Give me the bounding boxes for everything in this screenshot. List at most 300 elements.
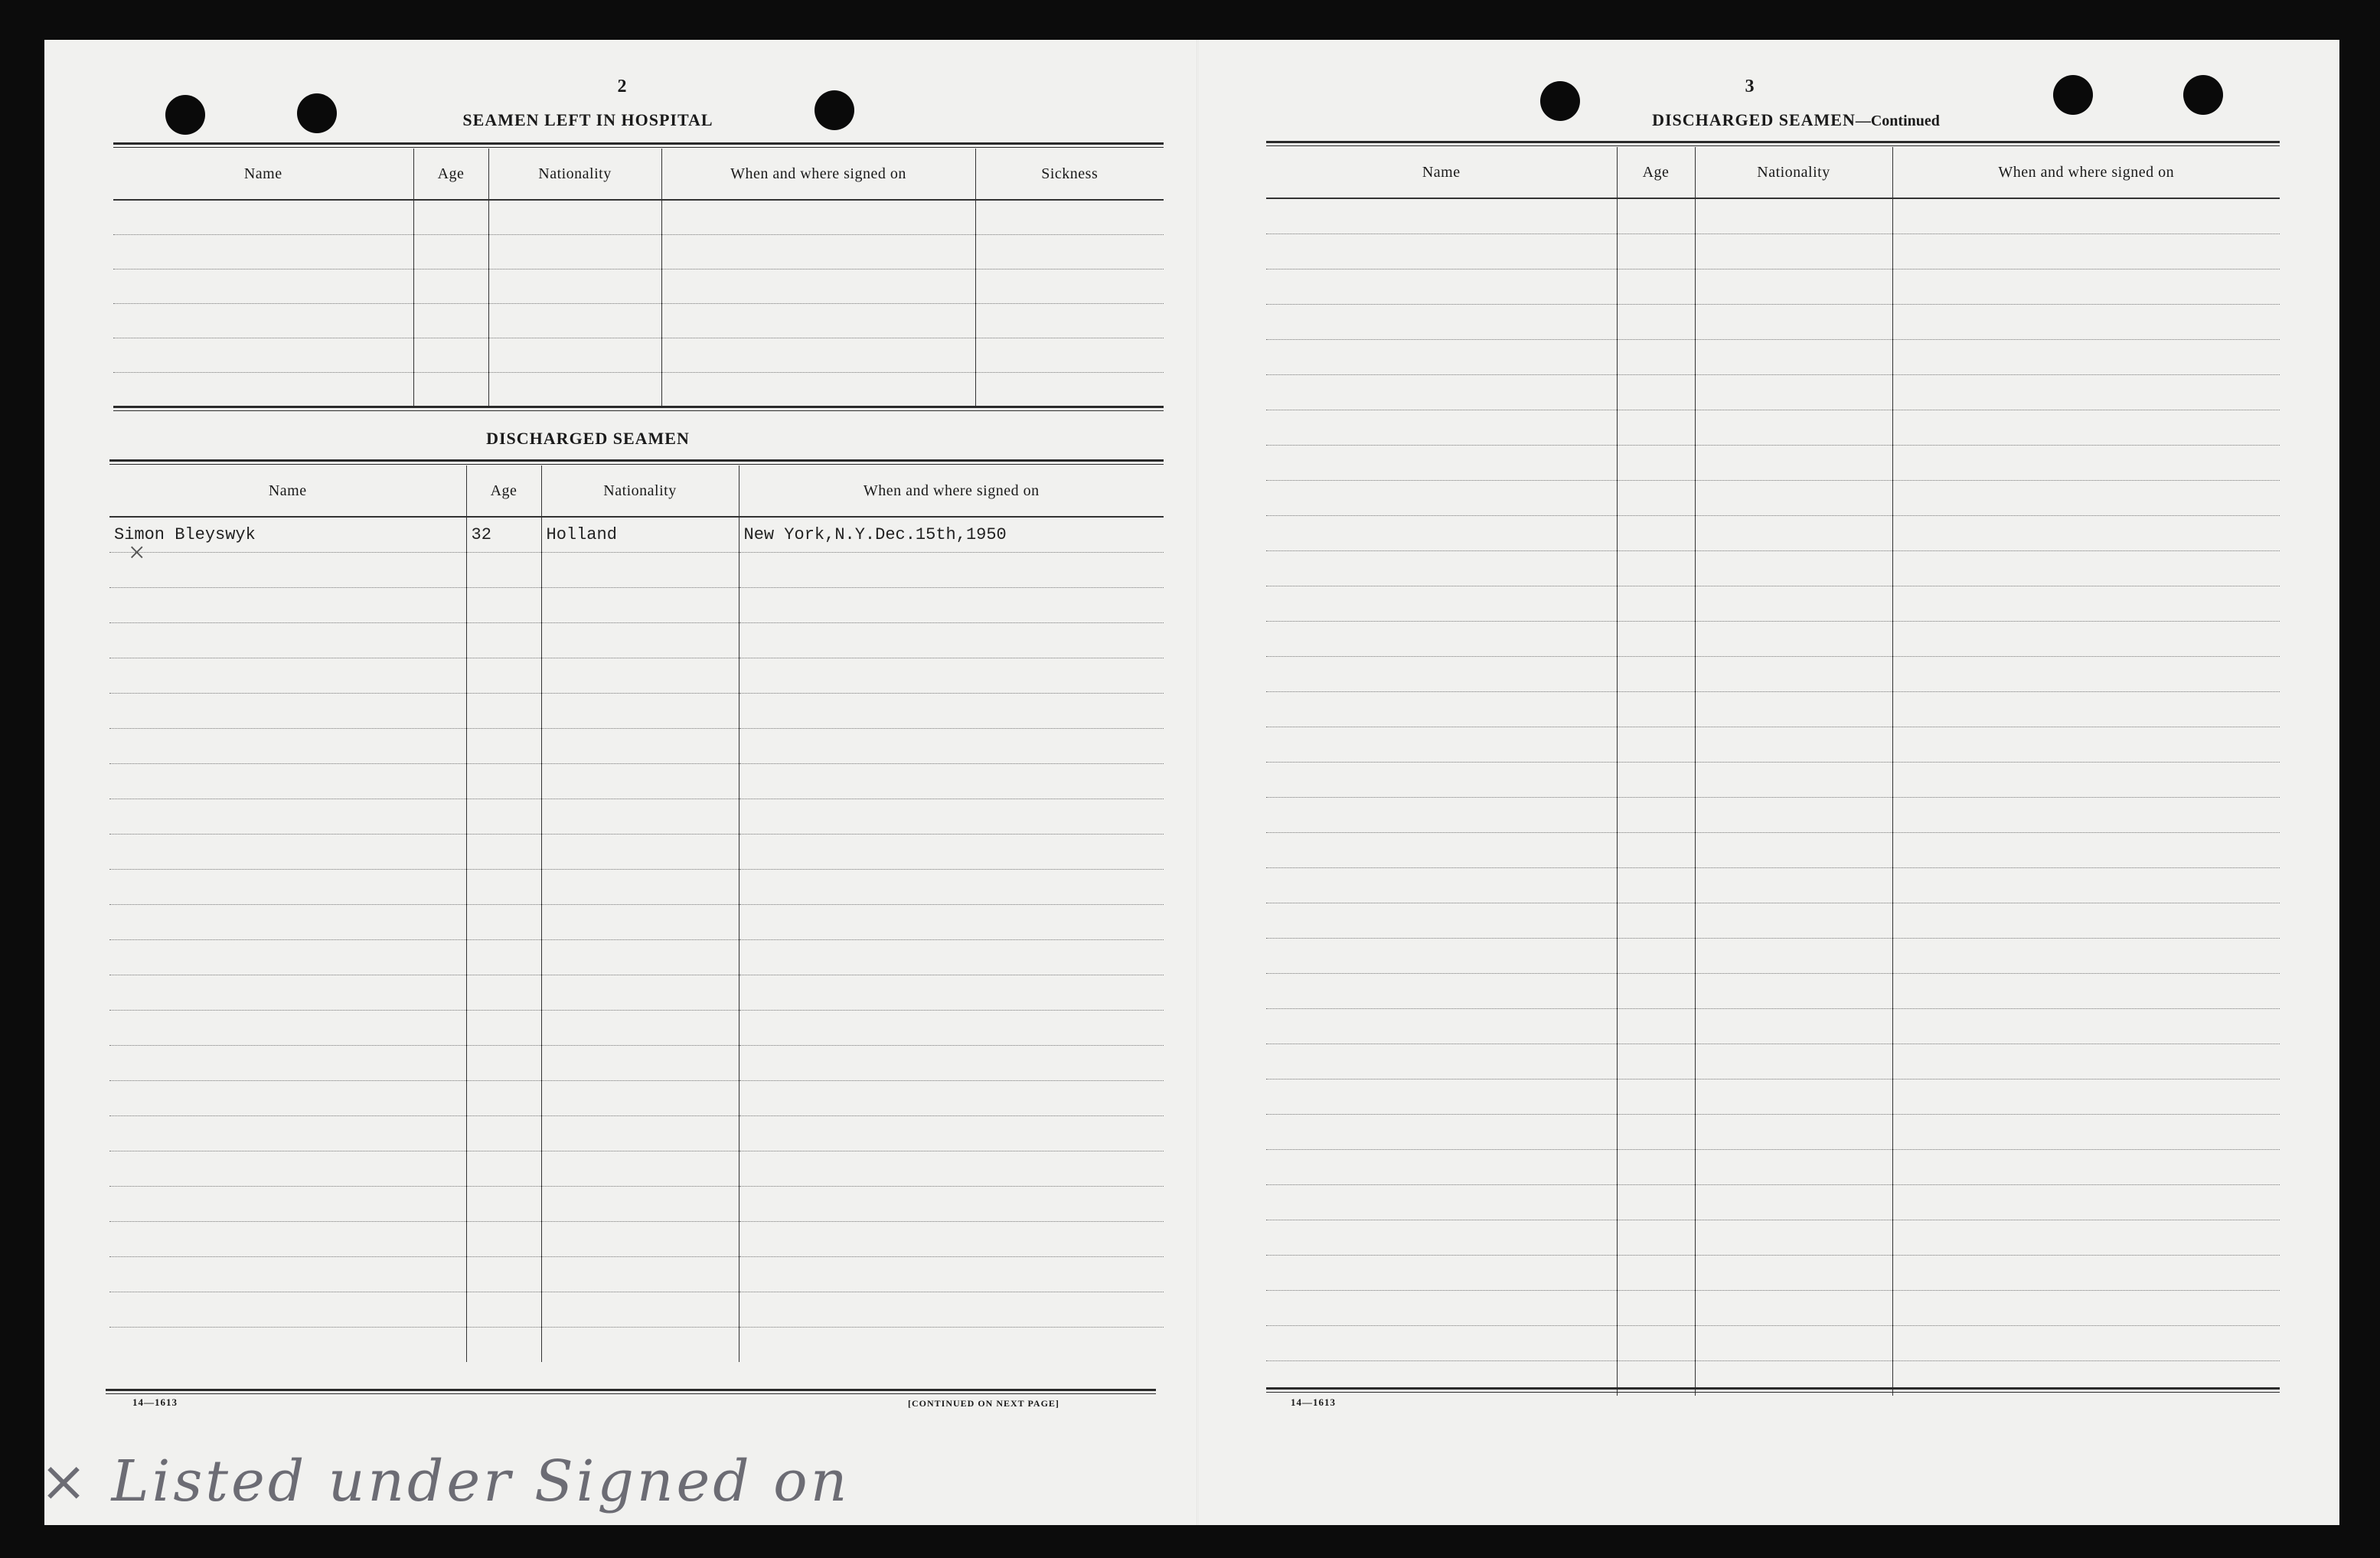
table-cell [466, 1011, 541, 1046]
table-cell [113, 304, 413, 338]
table-cell [739, 1257, 1164, 1292]
table-row [113, 200, 1164, 235]
table-cell [466, 1151, 541, 1187]
hospital-section-title: SEAMEN LEFT IN HOSPITAL [462, 110, 713, 129]
table-cell [466, 799, 541, 835]
table-cell [488, 235, 661, 269]
table-row [1266, 727, 2280, 763]
table-cell [541, 588, 739, 623]
table-cell [1695, 1291, 1892, 1326]
table-cell [109, 588, 466, 623]
table-cell [1695, 974, 1892, 1009]
table-cell [1266, 586, 1617, 622]
table-cell [739, 1328, 1164, 1363]
table-cell [1695, 269, 1892, 305]
table-cell [113, 200, 413, 235]
table-cell [661, 235, 975, 269]
table-cell [1266, 1044, 1617, 1079]
table-cell [1695, 340, 1892, 375]
table-row [1266, 516, 2280, 551]
table-cell: 32 [466, 517, 541, 553]
table-cell [1892, 974, 2280, 1009]
table-cell [1266, 1326, 1617, 1361]
table-cell [1892, 481, 2280, 516]
table-row [1266, 657, 2280, 692]
table-cell [661, 269, 975, 304]
header-rule [113, 142, 1164, 148]
table-cell [1266, 340, 1617, 375]
table-cell [109, 1257, 466, 1292]
table-cell [488, 269, 661, 304]
table-cell [1695, 586, 1892, 622]
column-header: Nationality [1695, 147, 1892, 198]
handwritten-note: × Listed under Signed on [40, 1449, 850, 1514]
table-cell [1617, 1256, 1695, 1291]
table-cell [661, 200, 975, 235]
table-cell [1695, 657, 1892, 692]
table-cell [109, 870, 466, 905]
table-cell [1892, 833, 2280, 868]
table-cell [541, 870, 739, 905]
table-cell [1266, 974, 1617, 1009]
table-cell [1266, 1115, 1617, 1150]
table-cell [1695, 1009, 1892, 1044]
table-cell [1892, 340, 2280, 375]
table-row [113, 269, 1164, 304]
table-row [109, 940, 1164, 975]
table-row [109, 799, 1164, 835]
table-cell [1892, 269, 2280, 305]
table-cell [1617, 234, 1695, 269]
table-cell [109, 1081, 466, 1116]
table-cell [1695, 516, 1892, 551]
table-cell [488, 200, 661, 235]
table-cell [739, 905, 1164, 940]
table-row [113, 304, 1164, 338]
table-cell [466, 1116, 541, 1151]
table-cell [113, 269, 413, 304]
table-cell [541, 1081, 739, 1116]
footer-rule [106, 1389, 1156, 1394]
table-cell [1695, 798, 1892, 833]
table-cell [541, 1116, 739, 1151]
table-cell [1617, 586, 1695, 622]
table-cell [1266, 481, 1617, 516]
table-cell [541, 1257, 739, 1292]
table-cell [1617, 1009, 1695, 1044]
table-cell [466, 940, 541, 975]
table-cell [109, 658, 466, 694]
table-cell [975, 373, 1164, 407]
table-cell [1617, 692, 1695, 727]
table-cell [1266, 305, 1617, 340]
table-row [109, 1222, 1164, 1257]
table-cell [1266, 727, 1617, 763]
table-cell [109, 975, 466, 1011]
table-cell [109, 905, 466, 940]
table-cell [1266, 234, 1617, 269]
table-cell [466, 1292, 541, 1328]
table-row [1266, 551, 2280, 586]
table-row [113, 373, 1164, 407]
column-header: When and where signed on [661, 149, 975, 200]
table-row [1266, 375, 2280, 410]
table-cell [661, 373, 975, 407]
table-cell [1617, 763, 1695, 798]
table-cell [1892, 375, 2280, 410]
table-cell [1892, 198, 2280, 234]
right-page [1199, 40, 2339, 1525]
discharged-section-title: DISCHARGED SEAMEN [486, 429, 690, 448]
page-number: 3 [1745, 77, 1755, 96]
table-row [1266, 1079, 2280, 1115]
table-cell [541, 1187, 739, 1222]
table-row [1266, 798, 2280, 833]
table-cell [541, 694, 739, 729]
table-cell [1266, 692, 1617, 727]
table-cell [1617, 198, 1695, 234]
table-cell [1266, 1009, 1617, 1044]
table-cell [1617, 868, 1695, 903]
title-suffix: —Continued [1855, 113, 1940, 129]
table-cell [541, 799, 739, 835]
table-cell [466, 623, 541, 658]
table-cell [109, 1116, 466, 1151]
table-cell [1892, 692, 2280, 727]
table-cell [1266, 269, 1617, 305]
table-cell [739, 1011, 1164, 1046]
table-cell [1266, 1185, 1617, 1220]
left-page [40, 40, 1197, 1525]
table-cell [413, 235, 488, 269]
table-row [1266, 1185, 2280, 1220]
footer-rule [1266, 1387, 2280, 1393]
table-cell [466, 694, 541, 729]
table-cell [541, 1046, 739, 1081]
table-row [109, 517, 1164, 553]
table-cell [466, 975, 541, 1011]
hospital-table [113, 149, 1164, 407]
table-cell [1695, 198, 1892, 234]
table-row [109, 1187, 1164, 1222]
table-row [109, 905, 1164, 940]
table-cell [1617, 939, 1695, 974]
discharged-continued-table [1266, 147, 2280, 1396]
table-cell [1266, 622, 1617, 657]
table-cell [739, 694, 1164, 729]
table-cell [109, 1011, 466, 1046]
table-cell [1695, 1220, 1892, 1256]
table-cell [1892, 622, 2280, 657]
table-row [1266, 939, 2280, 974]
table-cell [466, 1187, 541, 1222]
table-cell [413, 200, 488, 235]
table-cell [1695, 763, 1892, 798]
table-cell [466, 905, 541, 940]
table-cell [1617, 798, 1695, 833]
table-cell [1695, 234, 1892, 269]
table-row [1266, 305, 2280, 340]
table-cell [1617, 622, 1695, 657]
table-cell [739, 940, 1164, 975]
table-cell [1695, 375, 1892, 410]
table-cell [739, 764, 1164, 799]
table-row [109, 764, 1164, 799]
table-cell [1695, 1326, 1892, 1361]
table-row [109, 694, 1164, 729]
table-cell [1617, 516, 1695, 551]
column-header: When and where signed on [1892, 147, 2280, 198]
table-cell [1892, 939, 2280, 974]
table-cell [739, 975, 1164, 1011]
table-row [109, 1151, 1164, 1187]
table-cell [1892, 727, 2280, 763]
table-cell [466, 1257, 541, 1292]
section-rule [113, 406, 1164, 411]
table-row [1266, 198, 2280, 234]
table-cell [541, 729, 739, 764]
table-cell [109, 764, 466, 799]
table-cell [109, 553, 466, 588]
table-cell [661, 338, 975, 373]
table-cell [1695, 446, 1892, 481]
document-sheet [40, 40, 2339, 1525]
table-row [1266, 868, 2280, 903]
table-row [1266, 269, 2280, 305]
table-header-row [1266, 147, 2280, 198]
table-cell [1695, 1185, 1892, 1220]
table-cell [1266, 833, 1617, 868]
column-header: Sickness [975, 149, 1164, 200]
table-row [109, 835, 1164, 870]
table-cell [739, 1151, 1164, 1187]
table-cell [541, 1222, 739, 1257]
table-cell [541, 623, 739, 658]
table-cell [1695, 481, 1892, 516]
table-cell [1266, 868, 1617, 903]
table-row [1266, 1220, 2280, 1256]
table-cell [1266, 1256, 1617, 1291]
table-cell [1266, 410, 1617, 446]
table-cell [1617, 833, 1695, 868]
table-cell [1892, 1044, 2280, 1079]
table-cell [466, 835, 541, 870]
table-cell [1695, 1256, 1892, 1291]
header-rule [1266, 141, 2280, 146]
table-cell [1266, 1079, 1617, 1115]
table-cell [1266, 375, 1617, 410]
table-cell [541, 553, 739, 588]
column-header: When and where signed on [739, 465, 1164, 517]
column-header: Name [113, 149, 413, 200]
table-cell [1617, 1220, 1695, 1256]
table-row [109, 1081, 1164, 1116]
table-cell [466, 1046, 541, 1081]
table-cell [739, 553, 1164, 588]
table-row [109, 658, 1164, 694]
table-cell [109, 694, 466, 729]
table-row [1266, 1291, 2280, 1326]
table-cell [1892, 1256, 2280, 1291]
table-row [1266, 234, 2280, 269]
table-cell [1695, 622, 1892, 657]
table-cell [1617, 1326, 1695, 1361]
table-cell [1892, 1326, 2280, 1361]
table-cell [1266, 1291, 1617, 1326]
table-row [1266, 481, 2280, 516]
table-cell [1892, 1079, 2280, 1115]
table-cell [413, 304, 488, 338]
table-row [1266, 692, 2280, 727]
table-cell [466, 1222, 541, 1257]
table-cell: Holland [541, 517, 739, 553]
table-cell [466, 870, 541, 905]
table-cell [975, 235, 1164, 269]
table-row [109, 1046, 1164, 1081]
table-cell [1695, 727, 1892, 763]
table-cell [739, 1187, 1164, 1222]
table-cell [739, 870, 1164, 905]
table-cell [975, 269, 1164, 304]
table-cell [1617, 657, 1695, 692]
table-cell [1617, 903, 1695, 939]
discharged-table [109, 465, 1164, 1362]
table-cell [1695, 1115, 1892, 1150]
table-cell [1892, 446, 2280, 481]
table-cell [739, 729, 1164, 764]
table-cell [1266, 551, 1617, 586]
table-row [1266, 340, 2280, 375]
table-cell [1892, 1185, 2280, 1220]
table-row [109, 588, 1164, 623]
table-row [1266, 833, 2280, 868]
table-cell [466, 588, 541, 623]
table-cell: Simon Bleyswyk [109, 517, 466, 553]
table-cell [109, 835, 466, 870]
table-cell [1266, 1220, 1617, 1256]
table-cell [466, 1328, 541, 1363]
table-cell [1617, 1044, 1695, 1079]
table-row [109, 623, 1164, 658]
discharged-continued-title [1597, 110, 1995, 130]
table-cell [1892, 234, 2280, 269]
table-cell [541, 905, 739, 940]
table-cell [1695, 551, 1892, 586]
table-cell [1617, 1115, 1695, 1150]
table-row [1266, 586, 2280, 622]
table-cell [1695, 903, 1892, 939]
table-cell [1892, 410, 2280, 446]
table-row [109, 870, 1164, 905]
table-row [1266, 1044, 2280, 1079]
table-cell [1892, 903, 2280, 939]
page-number: 2 [617, 77, 628, 96]
table-cell [661, 304, 975, 338]
table-cell [1695, 1044, 1892, 1079]
table-cell [1617, 410, 1695, 446]
table-cell [541, 940, 739, 975]
table-row [1266, 1326, 2280, 1361]
table-cell [413, 373, 488, 407]
table-cell [1695, 833, 1892, 868]
form-number: 14—1613 [132, 1396, 178, 1408]
header-rule [109, 459, 1164, 465]
table-row [113, 235, 1164, 269]
table-cell [739, 799, 1164, 835]
column-header: Age [466, 465, 541, 517]
table-row [109, 975, 1164, 1011]
table-cell [1695, 1150, 1892, 1185]
table-row [1266, 1115, 2280, 1150]
table-cell [113, 235, 413, 269]
table-cell [1892, 868, 2280, 903]
table-cell [109, 623, 466, 658]
table-cell [1892, 1291, 2280, 1326]
table-cell [541, 1011, 739, 1046]
table-cell [975, 200, 1164, 235]
table-cell [1617, 305, 1695, 340]
table-cell [413, 269, 488, 304]
table-cell [466, 764, 541, 799]
table-cell [1695, 868, 1892, 903]
table-row [1266, 622, 2280, 657]
table-cell [739, 588, 1164, 623]
table-row [109, 553, 1164, 588]
table-cell [739, 1081, 1164, 1116]
table-cell [1617, 974, 1695, 1009]
table-cell [1266, 798, 1617, 833]
table-cell [413, 338, 488, 373]
table-cell [1892, 551, 2280, 586]
table-header-row [113, 149, 1164, 200]
table-cell [541, 764, 739, 799]
table-row [109, 1011, 1164, 1046]
table-cell [1892, 586, 2280, 622]
table-row [1266, 1150, 2280, 1185]
table-cell [541, 1292, 739, 1328]
title-text: DISCHARGED SEAMEN [1652, 110, 1856, 129]
table-cell [1892, 798, 2280, 833]
table-row [109, 1292, 1164, 1328]
table-cell [739, 658, 1164, 694]
column-header: Age [1617, 147, 1695, 198]
table-row [1266, 974, 2280, 1009]
table-cell [1695, 939, 1892, 974]
table-cell [1617, 446, 1695, 481]
table-cell [1266, 903, 1617, 939]
table-cell [541, 1151, 739, 1187]
table-cell [975, 338, 1164, 373]
table-cell [1617, 1185, 1695, 1220]
table-cell [109, 1328, 466, 1363]
table-row [1266, 903, 2280, 939]
table-cell [1695, 305, 1892, 340]
table-cell [1617, 1291, 1695, 1326]
table-cell [1695, 1079, 1892, 1115]
table-row [109, 1328, 1164, 1363]
table-cell [109, 799, 466, 835]
table-cell [113, 338, 413, 373]
column-header: Nationality [541, 465, 739, 517]
table-cell [1617, 375, 1695, 410]
table-cell [109, 1046, 466, 1081]
table-cell [466, 1081, 541, 1116]
table-cell [739, 1116, 1164, 1151]
table-cell [975, 304, 1164, 338]
table-cell [1617, 551, 1695, 586]
entry-mark: × [129, 537, 145, 569]
table-row [1266, 410, 2280, 446]
